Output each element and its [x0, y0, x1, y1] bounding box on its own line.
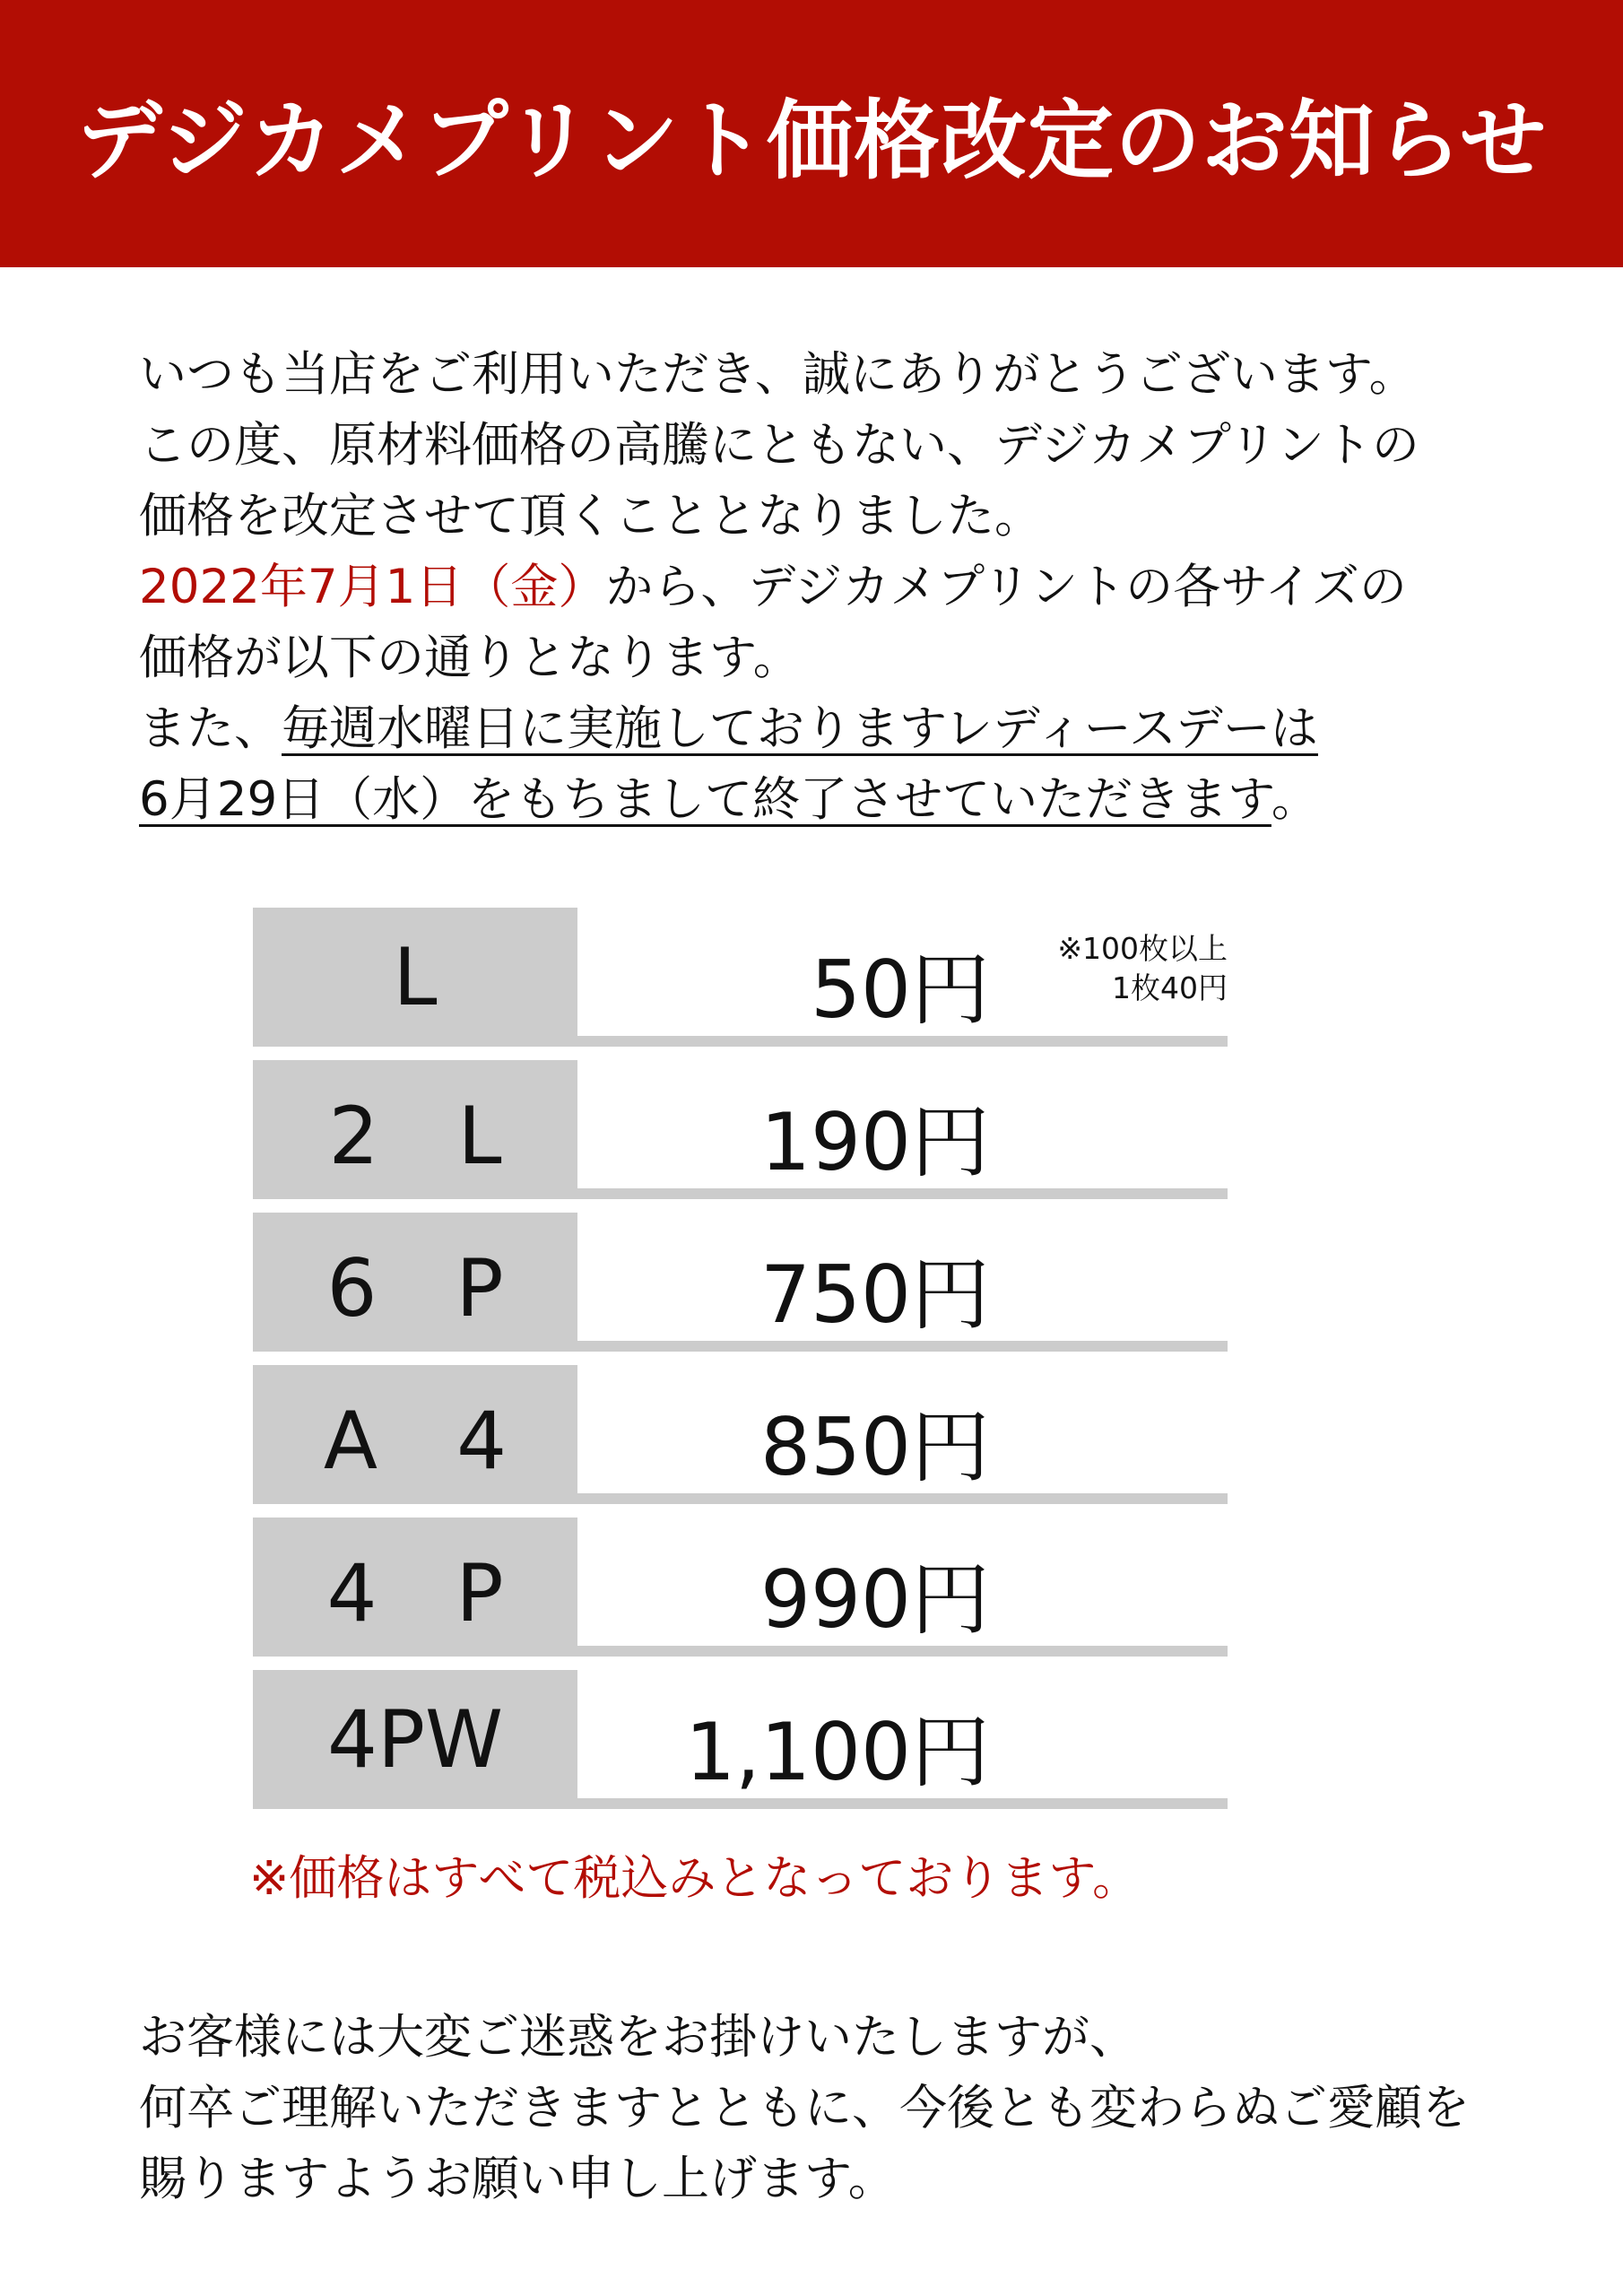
price-cell: [577, 1060, 1228, 1199]
closing-text: [139, 2002, 1574, 2214]
price-cell: [577, 1518, 1228, 1657]
intro-text: [139, 339, 1538, 835]
price-value: 850円: [760, 1401, 990, 1493]
intro-line-notice: [139, 693, 1538, 764]
ladies-day-notice: 毎週水曜日に実施しておりますレディースデーは: [282, 701, 1318, 756]
effective-date: 2022年7月1日（金）: [139, 560, 606, 614]
size-label: 4 P: [326, 1546, 504, 1639]
intro-line: 価格が以下の通りとなります。: [139, 631, 801, 685]
size-cell: [253, 908, 577, 1047]
bulk-discount-note: [1057, 929, 1228, 1008]
price-row: [253, 1518, 1228, 1657]
intro-line: いつも当店をご利用いただき、誠にありがとうございます。: [139, 347, 1417, 402]
size-cell: [253, 1060, 577, 1199]
intro-line-suffix: 。: [1271, 772, 1319, 827]
size-cell: [253, 1670, 577, 1809]
intro-line-date: [139, 552, 1538, 622]
size-label: 4PW: [326, 1693, 504, 1786]
intro-line-text: から、デジカメプリントの各サイズの: [605, 560, 1407, 614]
price-cell: [577, 1670, 1228, 1809]
price-row: [253, 1670, 1228, 1809]
intro-line: この度、原材料価格の高騰にともない、デジカメプリントの: [139, 418, 1419, 473]
size-label: A 4: [323, 1394, 508, 1487]
price-row: [253, 1213, 1228, 1352]
page-title: デジカメプリント価格改定のお知らせ: [75, 90, 1548, 191]
size-label: L: [393, 931, 438, 1023]
intro-line-notice: [139, 764, 1538, 835]
price-value: 750円: [760, 1248, 990, 1341]
ladies-day-end: 6月29日（水）をもちまして終了させていただきます: [139, 772, 1271, 827]
size-label: 6 P: [326, 1241, 504, 1335]
intro-line-prefix: また、: [139, 701, 282, 756]
price-row: [253, 1365, 1228, 1504]
price-value: 50円: [811, 944, 990, 1036]
size-cell: [253, 1518, 577, 1657]
price-row: [253, 1060, 1228, 1199]
header-banner: [0, 0, 1623, 267]
size-cell: [253, 1365, 577, 1504]
price-value: 1,100円: [685, 1706, 990, 1798]
price-table: [253, 908, 1228, 1822]
price-row: [253, 908, 1228, 1047]
closing-line: 賜りますようお願い申し上げます。: [139, 2152, 896, 2206]
closing-line: お客様には大変ご迷惑をお掛けいたしますが、: [139, 2010, 1137, 2065]
size-label: 2 L: [328, 1089, 502, 1182]
price-cell: [577, 1213, 1228, 1352]
bulk-note-line: 1枚40円: [1112, 970, 1228, 1005]
size-cell: [253, 1213, 577, 1352]
price-value: 190円: [760, 1096, 990, 1188]
bulk-note-line: ※100枚以上: [1057, 931, 1228, 966]
price-cell: [577, 908, 1228, 1047]
tax-included-note: ※価格はすべて税込みとなっております。: [249, 1851, 1141, 1906]
closing-line: 何卒ご理解いただきますとともに、今後とも変わらぬご愛顧を: [139, 2081, 1470, 2135]
intro-line: 価格を改定させて頂くこととなりました。: [139, 489, 1042, 544]
price-cell: [577, 1365, 1228, 1504]
price-value: 990円: [760, 1553, 990, 1646]
